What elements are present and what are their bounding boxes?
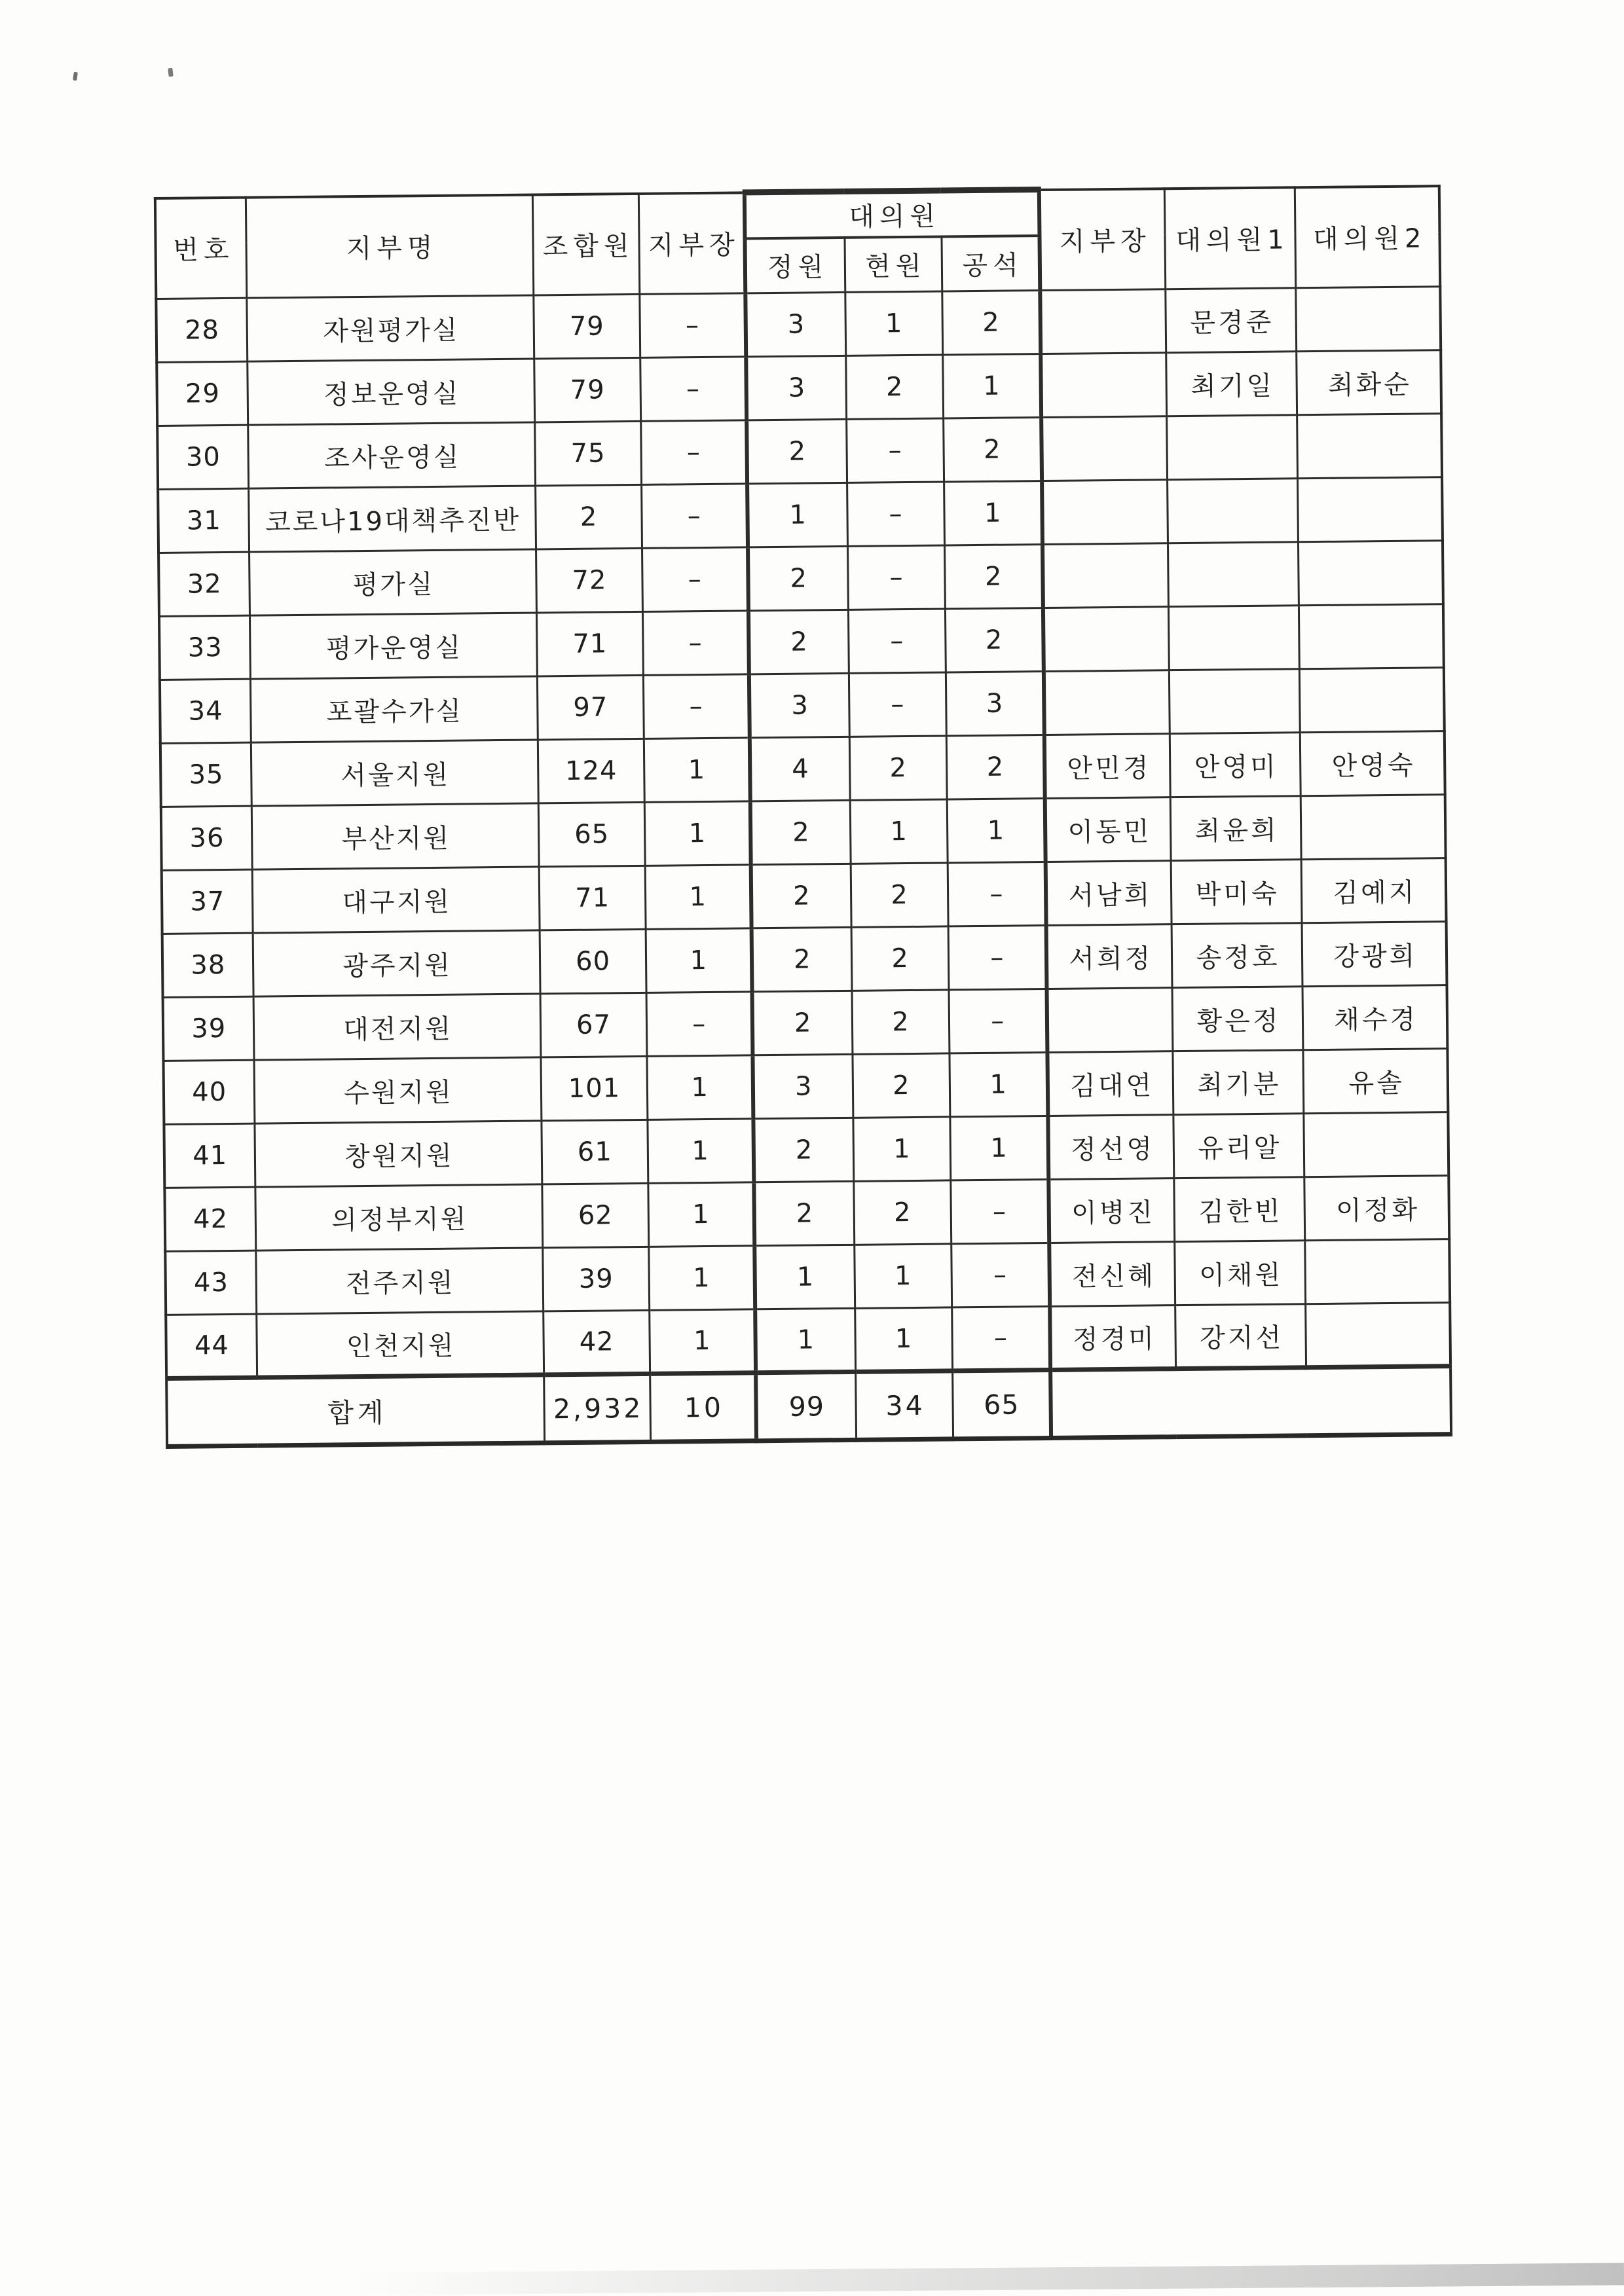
cell-vacant: –: [949, 989, 1048, 1053]
cell-no: 44: [166, 1314, 257, 1378]
cell-head: –: [642, 547, 748, 612]
cell-head: –: [639, 293, 746, 358]
cell-branch: 정보운영실: [247, 359, 534, 425]
cell-vacant: –: [948, 926, 1047, 990]
table-row: [166, 1303, 1450, 1379]
cell-no: 38: [162, 933, 253, 997]
cell-head_name: 서희정: [1046, 924, 1172, 989]
cell-delegate1: [1168, 606, 1299, 670]
scan-speck: [73, 72, 78, 81]
cell-members: 72: [536, 548, 642, 613]
header-members: 조합원: [532, 193, 639, 295]
cell-members: 39: [542, 1247, 649, 1311]
cell-head: –: [641, 484, 748, 549]
total-branch-heads: 10: [650, 1373, 756, 1442]
cell-branch: 평가운영실: [249, 613, 537, 679]
cell-no: 40: [164, 1060, 255, 1124]
total-vacant: 65: [952, 1370, 1051, 1438]
cell-delegate2: 이정화: [1304, 1176, 1449, 1241]
cell-quota: 2: [748, 610, 849, 674]
cell-current: 1: [855, 1307, 952, 1372]
cell-branch: 수원지원: [253, 1057, 541, 1123]
cell-head_name: 정경미: [1050, 1305, 1175, 1370]
cell-delegate2: [1305, 1303, 1450, 1368]
cell-current: 2: [852, 1053, 950, 1118]
cell-head: –: [643, 674, 750, 739]
cell-no: 43: [165, 1250, 256, 1315]
cell-quota: 2: [752, 927, 852, 991]
cell-head: –: [640, 420, 747, 485]
cell-no: 34: [160, 679, 251, 743]
header-no: 번호: [155, 197, 246, 299]
cell-vacant: 2: [944, 545, 1043, 609]
cell-head_name: 김대연: [1047, 1051, 1173, 1116]
cell-current: 1: [850, 799, 948, 864]
cell-quota: 3: [745, 292, 845, 356]
cell-head: 1: [644, 738, 750, 803]
cell-members: 75: [534, 421, 641, 486]
cell-branch: 조사운영실: [248, 422, 535, 488]
cell-current: 1: [845, 291, 942, 355]
cell-no: 42: [164, 1187, 255, 1251]
cell-vacant: 3: [946, 672, 1044, 736]
cell-delegate2: 강광희: [1302, 922, 1447, 987]
cell-current: 2: [851, 926, 949, 991]
cell-head_name: [1040, 289, 1166, 354]
cell-head_name: 서남희: [1046, 861, 1172, 926]
cell-no: 35: [160, 742, 251, 807]
cell-delegate2: 안영숙: [1300, 731, 1445, 796]
cell-vacant: 1: [947, 799, 1046, 863]
cell-branch: 평가실: [249, 549, 536, 615]
cell-head_name: [1043, 543, 1168, 608]
cell-quota: 2: [750, 800, 851, 864]
cell-members: 124: [538, 738, 644, 803]
cell-current: 2: [851, 863, 948, 927]
cell-quota: 3: [746, 355, 846, 420]
header-quota: 정원: [745, 237, 845, 293]
cell-head: –: [642, 611, 749, 676]
cell-members: 65: [538, 802, 645, 867]
cell-members: 60: [540, 929, 646, 994]
cell-branch: 대전지원: [253, 994, 541, 1060]
cell-head: –: [640, 357, 747, 422]
cell-members: 79: [533, 294, 640, 359]
cell-current: –: [849, 672, 946, 737]
cell-head_name: 안민경: [1044, 734, 1170, 799]
table-row: [165, 1239, 1450, 1315]
cell-no: 33: [159, 615, 250, 680]
cell-head: 1: [646, 928, 752, 993]
cell-head: 1: [644, 801, 751, 866]
cell-delegate1: 최기일: [1166, 352, 1297, 416]
cell-members: 2: [535, 484, 642, 549]
header-delegates-group: 대의원: [745, 190, 1040, 238]
header-delegate1: 대의원1: [1164, 187, 1295, 289]
cell-delegate2: [1298, 541, 1443, 606]
cell-delegate1: 문경준: [1165, 288, 1296, 353]
cell-delegate1: 김한빈: [1173, 1177, 1304, 1242]
cell-head_name: [1041, 353, 1166, 418]
cell-current: –: [847, 482, 944, 546]
cell-members: 79: [534, 357, 640, 422]
cell-delegate2: [1304, 1239, 1450, 1304]
cell-head_name: [1044, 670, 1170, 735]
total-members: 2,932: [544, 1374, 650, 1443]
cell-delegate2: [1297, 477, 1443, 542]
cell-quota: 2: [748, 546, 848, 610]
cell-head_name: 정선영: [1048, 1115, 1173, 1180]
table-row: [159, 604, 1444, 680]
cell-quota: 1: [754, 1245, 855, 1309]
cell-quota: 1: [755, 1308, 855, 1372]
cell-quota: 1: [747, 483, 847, 547]
cell-delegate2: [1301, 795, 1446, 860]
header-delegate2: 대의원2: [1295, 186, 1440, 288]
branch-delegate-table: [154, 183, 1452, 1449]
cell-current: 1: [853, 1117, 950, 1181]
cell-head_name: [1047, 988, 1173, 1053]
cell-members: 101: [540, 1056, 647, 1121]
cell-delegate1: 강지선: [1175, 1304, 1306, 1369]
cell-quota: 3: [752, 1054, 853, 1118]
cell-head: 1: [645, 865, 752, 930]
cell-branch: 부산지원: [251, 803, 539, 869]
cell-vacant: 2: [945, 608, 1044, 672]
cell-delegate1: 안영미: [1170, 733, 1301, 797]
cell-head_name: 이동민: [1045, 797, 1171, 862]
scan-speck: [168, 68, 173, 77]
cell-members: 42: [543, 1310, 650, 1375]
cell-head_name: 전신혜: [1049, 1242, 1175, 1307]
cell-delegate2: [1299, 668, 1445, 733]
cell-branch: 서울지원: [251, 740, 538, 806]
cell-current: 2: [853, 1180, 951, 1245]
cell-branch: 전주지원: [255, 1248, 543, 1314]
total-label: 합계: [166, 1375, 544, 1447]
header-branch: 지부명: [246, 194, 533, 298]
cell-branch: 창원지원: [254, 1121, 542, 1187]
header-current: 현원: [844, 236, 942, 292]
cell-current: –: [847, 545, 945, 610]
cell-delegate1: 이채원: [1174, 1241, 1305, 1305]
table-row: [164, 1176, 1449, 1252]
cell-vacant: 1: [950, 1116, 1048, 1180]
total-empty-cell: [1050, 1366, 1451, 1438]
cell-head: 1: [649, 1309, 756, 1374]
cell-members: 71: [536, 611, 643, 676]
cell-quota: 4: [750, 737, 850, 801]
cell-current: –: [846, 418, 944, 483]
cell-no: 28: [156, 298, 247, 362]
table-row: [158, 541, 1443, 617]
cell-current: 2: [852, 990, 950, 1054]
cell-vacant: 1: [942, 354, 1041, 418]
table-row: [163, 985, 1448, 1061]
cell-delegate1: [1168, 542, 1299, 607]
cell-branch: 자원평가실: [246, 295, 534, 361]
cell-delegate2: 채수경: [1302, 985, 1448, 1050]
cell-no: 31: [158, 488, 249, 553]
cell-delegate2: 최화순: [1296, 350, 1441, 415]
cell-no: 39: [163, 996, 254, 1061]
cell-branch: 포괄수가실: [250, 676, 538, 742]
cell-members: 71: [539, 866, 646, 930]
cell-members: 61: [541, 1120, 648, 1184]
cell-delegate1: 최윤희: [1170, 796, 1301, 861]
cell-vacant: 1: [944, 481, 1043, 545]
cell-vacant: –: [951, 1243, 1050, 1307]
total-quota: 99: [756, 1372, 856, 1440]
cell-vacant: –: [950, 1179, 1049, 1243]
cell-branch: 의정부지원: [255, 1184, 542, 1250]
cell-no: 36: [161, 806, 252, 870]
cell-delegate1: 황은정: [1172, 987, 1303, 1051]
cell-branch: 대구지원: [252, 867, 540, 933]
cell-head_name: [1041, 416, 1167, 481]
cell-delegate1: 최기분: [1172, 1050, 1303, 1115]
cell-quota: 2: [752, 991, 853, 1055]
roster-table: [154, 183, 1452, 1449]
cell-branch: 코로나19대책추진반: [248, 486, 536, 552]
cell-head_name: 이병진: [1048, 1178, 1174, 1243]
cell-current: 2: [845, 355, 943, 419]
table-row: [164, 1112, 1449, 1188]
cell-delegate1: 송정호: [1172, 923, 1302, 988]
total-row: [166, 1366, 1451, 1447]
cell-head: 1: [648, 1182, 754, 1247]
cell-no: 37: [162, 869, 253, 934]
table-row: [157, 414, 1442, 490]
cell-members: 97: [537, 675, 644, 740]
cell-vacant: 2: [942, 291, 1041, 355]
cell-branch: 광주지원: [253, 930, 540, 996]
cell-members: 67: [540, 993, 647, 1057]
cell-quota: 3: [749, 673, 849, 737]
cell-current: 2: [849, 736, 947, 800]
cell-branch: 인천지원: [256, 1311, 544, 1377]
table-row: [164, 1049, 1449, 1125]
cell-no: 32: [158, 552, 249, 616]
cell-vacant: 2: [946, 735, 1045, 799]
cell-vacant: 1: [949, 1053, 1048, 1117]
cell-delegate2: 김예지: [1301, 858, 1447, 923]
cell-head_name: [1043, 607, 1169, 672]
table-row: [160, 731, 1445, 807]
cell-vacant: –: [948, 862, 1046, 926]
cell-current: 1: [854, 1244, 951, 1308]
cell-quota: 2: [754, 1181, 854, 1245]
cell-no: 29: [157, 361, 248, 426]
cell-delegate1: 박미숙: [1171, 860, 1302, 924]
cell-head: 1: [646, 1055, 753, 1120]
cell-head_name: [1042, 480, 1168, 545]
cell-quota: 2: [753, 1118, 853, 1182]
table-row: [157, 350, 1441, 426]
cell-delegate1: 유리알: [1173, 1114, 1304, 1178]
cell-members: 62: [542, 1183, 648, 1248]
table-row: [161, 795, 1446, 871]
cell-delegate2: [1297, 414, 1442, 479]
cell-vacant: –: [951, 1306, 1050, 1370]
cell-delegate1: [1166, 415, 1297, 480]
table-row: [160, 668, 1445, 744]
table-row: [162, 922, 1447, 998]
cell-head: –: [646, 992, 753, 1057]
table-row: [162, 858, 1447, 934]
scan-shadow: [357, 2263, 1624, 2295]
cell-head: 1: [647, 1119, 754, 1184]
cell-quota: 2: [751, 864, 851, 928]
cell-delegate1: [1169, 669, 1300, 734]
cell-current: –: [848, 609, 946, 673]
total-current: 34: [855, 1371, 953, 1440]
cell-head: 1: [648, 1246, 755, 1311]
cell-delegate1: [1167, 479, 1298, 543]
cell-delegate2: 유솔: [1302, 1049, 1448, 1114]
header-branch-head: 지부장: [638, 192, 745, 295]
cell-no: 41: [164, 1123, 255, 1188]
cell-vacant: 2: [943, 418, 1042, 482]
cell-quota: 2: [747, 419, 847, 483]
cell-delegate2: [1299, 604, 1444, 669]
header-branch-head-name: 지부장: [1039, 189, 1165, 291]
header-vacant: 공석: [941, 236, 1040, 291]
cell-no: 30: [157, 425, 248, 489]
table-row: [156, 287, 1441, 363]
cell-delegate2: [1295, 287, 1441, 352]
cell-delegate2: [1303, 1112, 1449, 1177]
table-row: [158, 477, 1443, 553]
